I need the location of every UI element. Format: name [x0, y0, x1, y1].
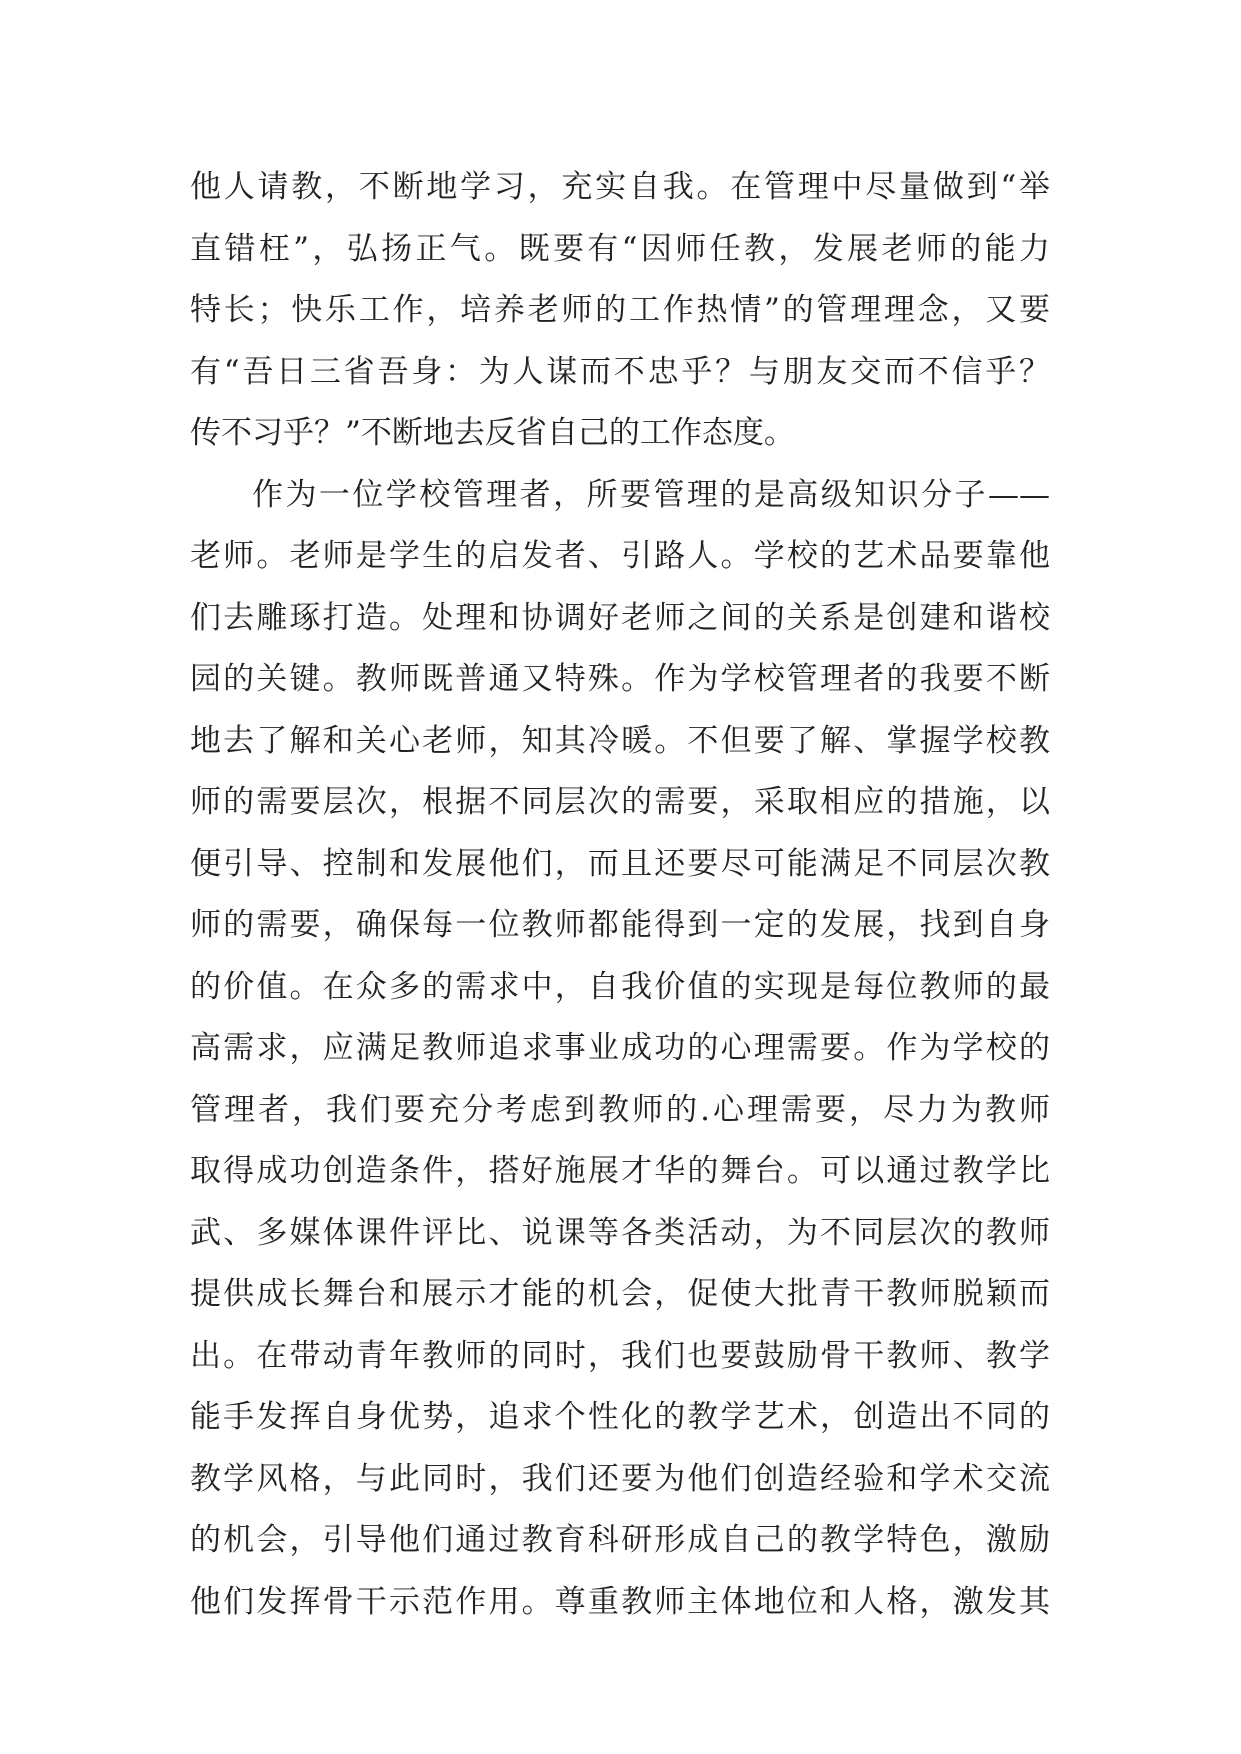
text-line: 们去雕琢打造。处理和协调好老师之间的关系是创建和谐校 — [190, 599, 1050, 636]
text-line: 师的需要层次，根据不同层次的需要，采取相应的措施，以 — [190, 784, 1050, 820]
text-line: 高需求，应满足教师追求事业成功的心理需要。作为学校的 — [190, 1030, 1050, 1066]
text-line: 直错枉”，弘扬正气。既要有“因师任教，发展老师的能力 — [190, 230, 1050, 267]
text-line: 提供成长舞台和展示才能的机会，促使大批青干教师脱颖而 — [190, 1276, 1050, 1312]
text-line: 传不习乎？”不断地去反省自己的工作态度。 — [190, 415, 795, 451]
text-line: 管理者，我们要充分考虑到教师的.心理需要，尽力为教师 — [190, 1091, 1050, 1128]
text-line: 的价值。在众多的需求中，自我价值的实现是每位教师的最 — [190, 968, 1050, 1005]
text-line: 出。在带动青年教师的同时，我们也要鼓励骨干教师、教学 — [190, 1337, 1050, 1374]
text-line: 能手发挥自身优势，追求个性化的教学艺术，创造出不同的 — [190, 1399, 1050, 1435]
text-line: 教学风格，与此同时，我们还要为他们创造经验和学术交流 — [190, 1460, 1050, 1497]
text-line: 他人请教，不断地学习，充实自我。在管理中尽量做到“举 — [190, 169, 1050, 205]
text-line: 武、多媒体课件评比、说课等各类活动，为不同层次的教师 — [190, 1214, 1050, 1251]
text-line: 地去了解和关心老师，知其冷暖。不但要了解、掌握学校教 — [190, 722, 1050, 759]
text-line: 园的关键。教师既普通又特殊。作为学校管理者的我要不断 — [190, 661, 1050, 697]
text-line: 特长；快乐工作，培养老师的工作热情”的管理理念，又要 — [190, 292, 1050, 328]
document-body — [190, 157, 1050, 1633]
text-line: 取得成功创造条件，搭好施展才华的舞台。可以通过教学比 — [190, 1153, 1050, 1189]
text-line: 的机会，引导他们通过教育科研形成自己的教学特色，激励 — [190, 1522, 1050, 1558]
text-line: 他们发挥骨干示范作用。尊重教师主体地位和人格，激发其 — [190, 1583, 1050, 1620]
text-line: 师的需要，确保每一位教师都能得到一定的发展，找到自身 — [190, 907, 1050, 943]
text-line: 老师。老师是学生的启发者、引路人。学校的艺术品要靠他 — [190, 538, 1050, 574]
paragraph-first-line: 作为一位学校管理者，所要管理的是高级知识分子—— — [252, 476, 1050, 513]
text-line: 便引导、控制和发展他们，而且还要尽可能满足不同层次教 — [190, 845, 1050, 882]
text-line: 有“吾日三省吾身：为人谋而不忠乎？与朋友交而不信乎？ — [190, 353, 1050, 390]
